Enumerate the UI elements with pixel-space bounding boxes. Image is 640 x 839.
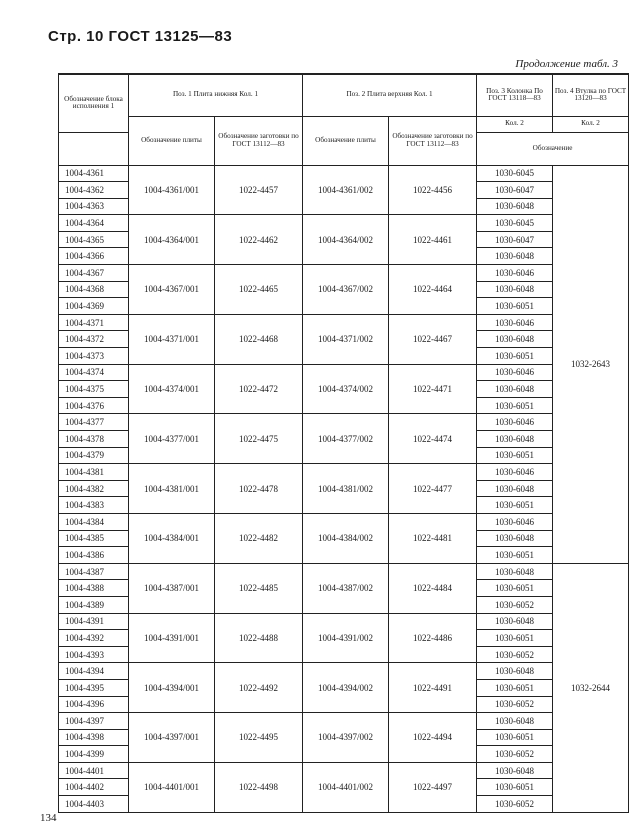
pos3-column-cell: 1030-6052 xyxy=(477,746,553,763)
block-designation-cell: 1004-4377 xyxy=(59,414,129,431)
pos1-blank-cell: 1022-4482 xyxy=(215,513,303,563)
block-designation-cell: 1004-4396 xyxy=(59,696,129,713)
pos3-column-cell: 1030-6048 xyxy=(477,613,553,630)
pos2-blank-cell: 1022-4481 xyxy=(389,513,477,563)
pos2-blank-cell: 1022-4484 xyxy=(389,563,477,613)
pos3-column-cell: 1030-6051 xyxy=(477,630,553,647)
pos3-column-cell: 1030-6046 xyxy=(477,414,553,431)
block-designation-cell: 1004-4398 xyxy=(59,729,129,746)
pos3-column-cell: 1030-6048 xyxy=(477,663,553,680)
pos1-blank-cell: 1022-4465 xyxy=(215,265,303,315)
pos3-column-cell: 1030-6051 xyxy=(477,348,553,365)
block-designation-cell: 1004-4402 xyxy=(59,779,129,796)
pos3-column-cell: 1030-6048 xyxy=(477,431,553,448)
block-designation-cell: 1004-4362 xyxy=(59,182,129,199)
pos2-plate-cell: 1004-4381/002 xyxy=(303,464,389,514)
pos3-column-cell: 1030-6047 xyxy=(477,182,553,199)
pos3-column-cell: 1030-6051 xyxy=(477,298,553,315)
block-designation-cell: 1004-4367 xyxy=(59,265,129,282)
pos1-blank-cell: 1022-4468 xyxy=(215,314,303,364)
pos2-plate-cell: 1004-4364/002 xyxy=(303,215,389,265)
pos1-plate-cell: 1004-4397/001 xyxy=(129,713,215,763)
block-designation-cell: 1004-4388 xyxy=(59,580,129,597)
table-row xyxy=(59,613,629,630)
block-designation-cell: 1004-4394 xyxy=(59,663,129,680)
pos3-column-cell: 1030-6046 xyxy=(477,314,553,331)
block-designation-cell: 1004-4372 xyxy=(59,331,129,348)
pos1-plate-cell: 1004-4374/001 xyxy=(129,364,215,414)
pos3-column-cell: 1030-6048 xyxy=(477,713,553,730)
pos1-plate-cell: 1004-4381/001 xyxy=(129,464,215,514)
block-designation-cell: 1004-4369 xyxy=(59,298,129,315)
pos3-column-cell: 1030-6046 xyxy=(477,364,553,381)
table-body xyxy=(59,165,629,812)
page-number: 134 xyxy=(40,812,57,824)
pos3-column-cell: 1030-6046 xyxy=(477,464,553,481)
block-designation-cell: 1004-4368 xyxy=(59,281,129,298)
block-designation-cell: 1004-4384 xyxy=(59,513,129,530)
pos2-plate-cell: 1004-4397/002 xyxy=(303,713,389,763)
pos3-column-cell: 1030-6046 xyxy=(477,513,553,530)
block-designation-cell: 1004-4387 xyxy=(59,563,129,580)
pos1-blank-cell: 1022-4472 xyxy=(215,364,303,414)
block-designation-cell: 1004-4401 xyxy=(59,762,129,779)
header-pos1: Поз. 1 Плита нижняя Кол. 1 xyxy=(129,74,303,116)
pos1-blank-cell: 1022-4492 xyxy=(215,663,303,713)
header-pos3: Поз. 3 Колонка По ГОСТ 13118—83 xyxy=(477,74,553,116)
block-designation-cell: 1004-4393 xyxy=(59,646,129,663)
pos2-blank-cell: 1022-4497 xyxy=(389,762,477,812)
table-row xyxy=(59,513,629,530)
pos2-plate-cell: 1004-4367/002 xyxy=(303,265,389,315)
pos2-plate-cell: 1004-4371/002 xyxy=(303,314,389,364)
pos1-blank-cell: 1022-4462 xyxy=(215,215,303,265)
pos3-column-cell: 1030-6048 xyxy=(477,762,553,779)
pos1-plate-cell: 1004-4394/001 xyxy=(129,663,215,713)
pos3-column-cell: 1030-6048 xyxy=(477,331,553,348)
pos2-plate-cell: 1004-4387/002 xyxy=(303,563,389,613)
pos1-plate-cell: 1004-4364/001 xyxy=(129,215,215,265)
block-designation-cell: 1004-4391 xyxy=(59,613,129,630)
pos2-plate-cell: 1004-4377/002 xyxy=(303,414,389,464)
pos1-blank-cell: 1022-4488 xyxy=(215,613,303,663)
pos3-column-cell: 1030-6048 xyxy=(477,198,553,215)
pos2-blank-cell: 1022-4471 xyxy=(389,364,477,414)
pos2-plate-cell: 1004-4391/002 xyxy=(303,613,389,663)
table-row xyxy=(59,265,629,282)
pos3-column-cell: 1030-6045 xyxy=(477,165,553,182)
block-designation-cell: 1004-4361 xyxy=(59,165,129,182)
block-designation-cell: 1004-4375 xyxy=(59,381,129,398)
header-pos3-qty: Кол. 2 xyxy=(477,116,553,132)
block-designation-cell: 1004-4397 xyxy=(59,713,129,730)
pos4-bushing-cell: 1032-2643 xyxy=(553,165,629,563)
block-designation-cell: 1004-4395 xyxy=(59,679,129,696)
pos3-column-cell: 1030-6046 xyxy=(477,265,553,282)
pos2-plate-cell: 1004-4401/002 xyxy=(303,762,389,812)
pos3-column-cell: 1030-6051 xyxy=(477,397,553,414)
page-header: Стр. 10 ГОСТ 13125—83 xyxy=(48,28,233,45)
pos3-column-cell: 1030-6047 xyxy=(477,231,553,248)
table-row xyxy=(59,314,629,331)
pos3-column-cell: 1030-6051 xyxy=(477,679,553,696)
pos3-column-cell: 1030-6051 xyxy=(477,779,553,796)
table-row xyxy=(59,364,629,381)
parts-table xyxy=(58,73,629,813)
pos2-plate-cell: 1004-4361/002 xyxy=(303,165,389,215)
block-designation-cell: 1004-4389 xyxy=(59,596,129,613)
pos2-blank-cell: 1022-4456 xyxy=(389,165,477,215)
pos3-column-cell: 1030-6048 xyxy=(477,248,553,265)
pos1-blank-cell: 1022-4495 xyxy=(215,713,303,763)
pos1-plate-cell: 1004-4387/001 xyxy=(129,563,215,613)
pos2-plate-cell: 1004-4394/002 xyxy=(303,663,389,713)
pos3-column-cell: 1030-6045 xyxy=(477,215,553,232)
pos1-blank-cell: 1022-4485 xyxy=(215,563,303,613)
table-row xyxy=(59,414,629,431)
table-row xyxy=(59,663,629,680)
pos1-blank-cell: 1022-4478 xyxy=(215,464,303,514)
pos1-plate-cell: 1004-4377/001 xyxy=(129,414,215,464)
table-row xyxy=(59,563,629,580)
pos2-blank-cell: 1022-4491 xyxy=(389,663,477,713)
block-designation-cell: 1004-4363 xyxy=(59,198,129,215)
header-pos4: Поз. 4 Втулка по ГОСТ 13120—83 xyxy=(553,74,629,116)
block-designation-cell: 1004-4379 xyxy=(59,447,129,464)
header-block-designation: Обозначение блока исполнения 1 xyxy=(59,74,129,132)
pos3-column-cell: 1030-6051 xyxy=(477,547,553,564)
pos1-plate-cell: 1004-4391/001 xyxy=(129,613,215,663)
table-row xyxy=(59,215,629,232)
pos3-column-cell: 1030-6048 xyxy=(477,480,553,497)
pos3-column-cell: 1030-6052 xyxy=(477,646,553,663)
table-row xyxy=(59,713,629,730)
block-designation-cell: 1004-4376 xyxy=(59,397,129,414)
table-row xyxy=(59,762,629,779)
header-pos2: Поз. 2 Плита верхняя Кол. 1 xyxy=(303,74,477,116)
pos3-column-cell: 1030-6051 xyxy=(477,497,553,514)
pos3-column-cell: 1030-6048 xyxy=(477,563,553,580)
header-block-spacer xyxy=(59,132,129,165)
header-pos2-plate: Обозначение плиты xyxy=(303,116,389,165)
block-designation-cell: 1004-4386 xyxy=(59,547,129,564)
pos3-column-cell: 1030-6052 xyxy=(477,796,553,813)
pos2-blank-cell: 1022-4474 xyxy=(389,414,477,464)
pos2-blank-cell: 1022-4461 xyxy=(389,215,477,265)
header-designation: Обозначение xyxy=(477,132,629,165)
header-pos2-blank: Обозначение заготовки по ГОСТ 13112—83 xyxy=(389,116,477,165)
pos1-blank-cell: 1022-4457 xyxy=(215,165,303,215)
pos3-column-cell: 1030-6051 xyxy=(477,447,553,464)
header-pos1-blank: Обозначение заготовки по ГОСТ 13112—83 xyxy=(215,116,303,165)
pos1-blank-cell: 1022-4498 xyxy=(215,762,303,812)
block-designation-cell: 1004-4366 xyxy=(59,248,129,265)
pos1-plate-cell: 1004-4401/001 xyxy=(129,762,215,812)
block-designation-cell: 1004-4383 xyxy=(59,497,129,514)
pos3-column-cell: 1030-6048 xyxy=(477,281,553,298)
pos3-column-cell: 1030-6051 xyxy=(477,729,553,746)
pos1-plate-cell: 1004-4371/001 xyxy=(129,314,215,364)
pos2-blank-cell: 1022-4486 xyxy=(389,613,477,663)
pos1-plate-cell: 1004-4361/001 xyxy=(129,165,215,215)
pos1-plate-cell: 1004-4367/001 xyxy=(129,265,215,315)
pos3-column-cell: 1030-6048 xyxy=(477,530,553,547)
pos2-blank-cell: 1022-4477 xyxy=(389,464,477,514)
table-row xyxy=(59,464,629,481)
block-designation-cell: 1004-4371 xyxy=(59,314,129,331)
header-pos1-plate: Обозначение плиты xyxy=(129,116,215,165)
pos3-column-cell: 1030-6052 xyxy=(477,696,553,713)
block-designation-cell: 1004-4399 xyxy=(59,746,129,763)
pos2-blank-cell: 1022-4494 xyxy=(389,713,477,763)
pos3-column-cell: 1030-6048 xyxy=(477,381,553,398)
block-designation-cell: 1004-4364 xyxy=(59,215,129,232)
pos2-blank-cell: 1022-4464 xyxy=(389,265,477,315)
block-designation-cell: 1004-4374 xyxy=(59,364,129,381)
pos4-bushing-cell: 1032-2644 xyxy=(553,563,629,812)
block-designation-cell: 1004-4403 xyxy=(59,796,129,813)
table-row xyxy=(59,165,629,182)
pos3-column-cell: 1030-6051 xyxy=(477,580,553,597)
table-continuation-label: Продолжение табл. 3 xyxy=(515,58,618,70)
block-designation-cell: 1004-4392 xyxy=(59,630,129,647)
header-pos4-qty: Кол. 2 xyxy=(553,116,629,132)
block-designation-cell: 1004-4381 xyxy=(59,464,129,481)
pos1-blank-cell: 1022-4475 xyxy=(215,414,303,464)
block-designation-cell: 1004-4382 xyxy=(59,480,129,497)
block-designation-cell: 1004-4385 xyxy=(59,530,129,547)
pos2-blank-cell: 1022-4467 xyxy=(389,314,477,364)
pos3-column-cell: 1030-6052 xyxy=(477,596,553,613)
pos2-plate-cell: 1004-4374/002 xyxy=(303,364,389,414)
pos1-plate-cell: 1004-4384/001 xyxy=(129,513,215,563)
block-designation-cell: 1004-4373 xyxy=(59,348,129,365)
block-designation-cell: 1004-4365 xyxy=(59,231,129,248)
block-designation-cell: 1004-4378 xyxy=(59,431,129,448)
pos2-plate-cell: 1004-4384/002 xyxy=(303,513,389,563)
